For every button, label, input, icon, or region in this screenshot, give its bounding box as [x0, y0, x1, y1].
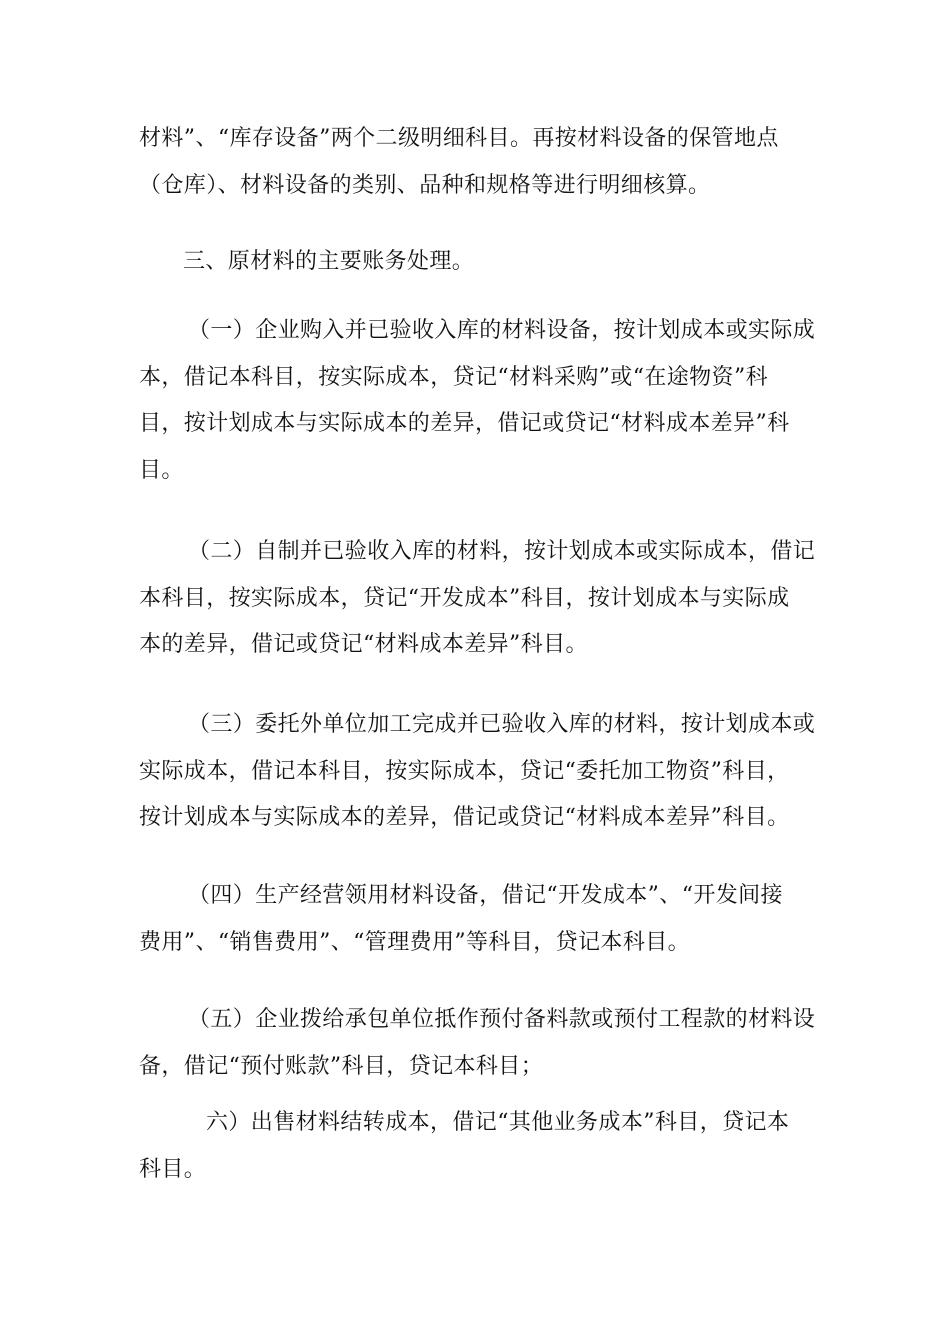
text-line: 本的差异，借记或贷记“材料成本差异”科目。 [139, 632, 588, 657]
text-line: 费用”、“销售费用”、“管理费用”等科目，贷记本科目。 [139, 929, 691, 955]
paragraph-item-1 [139, 308, 816, 494]
text-line: 按计划成本与实际成本的差异，借记或贷记“材料成本差异”科目。 [139, 805, 790, 830]
text-line: （一）企业购入并已验收入库的材料设备，按计划成本或实际成 [188, 318, 816, 343]
paragraph-item-6 [139, 1100, 811, 1193]
text-line: 科目。 [139, 1156, 207, 1182]
paragraph-ledger-subaccounts [139, 116, 811, 209]
text-line: 目，按计划成本与实际成本的差异，借记或贷记“材料成本差异”科 [139, 411, 790, 436]
text-line: 本，借记本科目，按实际成本，贷记“材料采购”或“在途物资”科 [139, 364, 768, 390]
text-line: 本科目，按实际成本，贷记“开发成本”科目，按计划成本与实际成 [139, 585, 790, 611]
heading-text: 三、原材料的主要账务处理。 [183, 249, 475, 274]
paragraph-item-5 [139, 997, 816, 1090]
text-line: 材料”、“库存设备”两个二级明细科目。再按材料设备的保管地点 [139, 126, 779, 151]
text-line: 六）出售材料结转成本，借记“其他业务成本”科目，贷记本 [206, 1110, 790, 1135]
text-line: （二）自制并已验收入库的材料，按计划成本或实际成本，借记 [188, 539, 816, 564]
text-line: 实际成本，借记本科目，按实际成本，贷记“委托加工物资”科目， [139, 758, 790, 784]
paragraph-item-2 [139, 529, 816, 669]
text-line: 备，借记“预付账款”科目，贷记本科目； [139, 1053, 544, 1079]
paragraph-item-3 [139, 702, 816, 842]
text-line: （三）委托外单位加工完成并已验收入库的材料，按计划成本或 [188, 712, 816, 737]
text-line: （四）生产经营领用材料设备，借记“开发成本”、“开发间接 [188, 883, 783, 908]
text-line: 目。 [139, 457, 184, 483]
section-heading-3 [139, 239, 811, 286]
text-line: （五）企业拨给承包单位抵作预付备料款或预付工程款的材料设 [188, 1007, 816, 1032]
paragraph-item-4 [139, 873, 811, 966]
text-line: （仓库）、材料设备的类别、品种和规格等进行明细核算。 [139, 172, 711, 198]
